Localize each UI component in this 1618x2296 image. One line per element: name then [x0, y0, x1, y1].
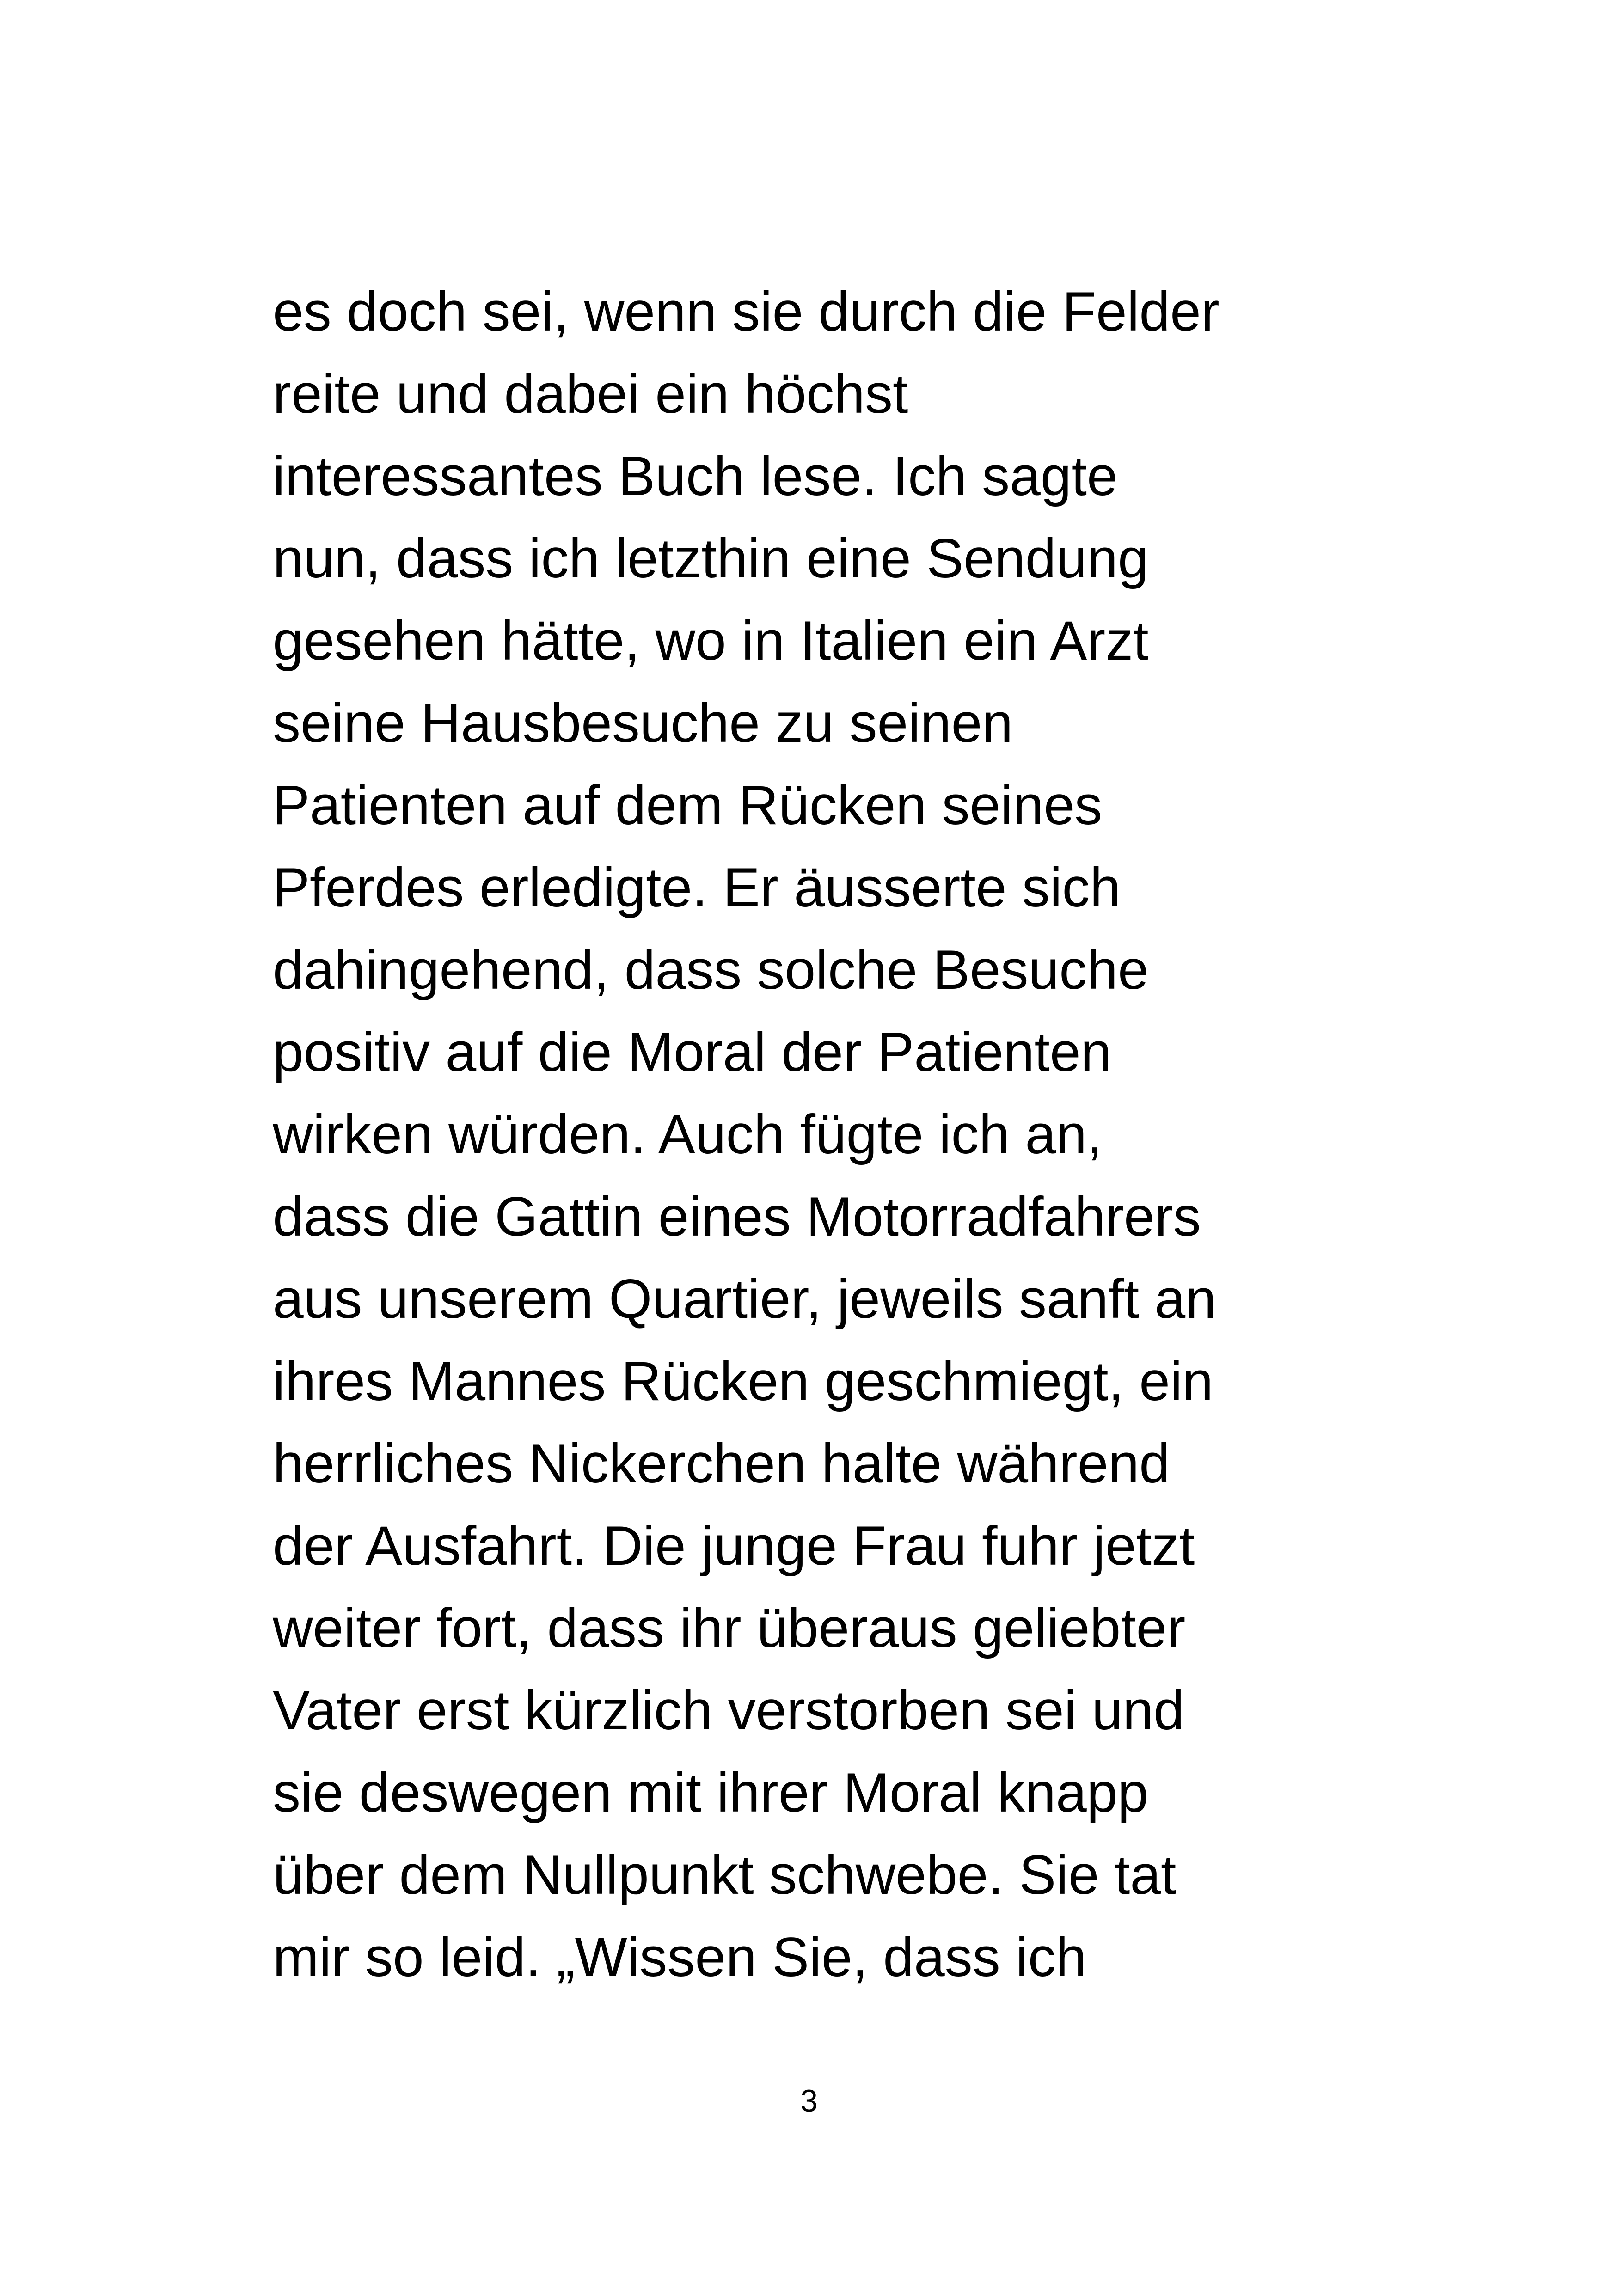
text-line: positiv auf die Moral der Patienten: [273, 1021, 1112, 1083]
text-line: sie deswegen mit ihrer Moral knapp: [273, 1762, 1149, 1824]
page-number: 3: [800, 2083, 818, 2118]
text-line: reite und dabei ein höchst: [273, 363, 908, 425]
text-line: dahingehend, dass solche Besuche: [273, 939, 1149, 1001]
body-text: [273, 270, 1382, 1998]
text-line: mir so leid. „Wissen Sie, dass ich: [273, 1926, 1087, 1988]
text-line: Patienten auf dem Rücken seines: [273, 774, 1103, 836]
text-line: nun, dass ich letzthin eine Sendung: [273, 527, 1149, 589]
text-line: seine Hausbesuche zu seinen: [273, 692, 1013, 754]
text-line: wirken würden. Auch fügte ich an,: [273, 1103, 1103, 1165]
text-line: herrliches Nickerchen halte während: [273, 1433, 1170, 1494]
text-line: Vater erst kürzlich verstorben sei und: [273, 1679, 1184, 1741]
text-line: es doch sei, wenn sie durch die Felder: [273, 281, 1220, 343]
text-line: aus unserem Quartier, jeweils sanft an: [273, 1268, 1216, 1330]
text-line: dass die Gattin eines Motorradfahrers: [273, 1186, 1201, 1248]
text-line: ihres Mannes Rücken geschmiegt, ein: [273, 1350, 1214, 1412]
text-line: über dem Nullpunkt schwebe. Sie tat: [273, 1844, 1177, 1906]
text-line: der Ausfahrt. Die junge Frau fuhr jetzt: [273, 1515, 1195, 1577]
text-line: weiter fort, dass ihr überaus geliebter: [273, 1597, 1186, 1659]
text-line: interessantes Buch lese. Ich sagte: [273, 445, 1118, 507]
text-line: gesehen hätte, wo in Italien ein Arzt: [273, 610, 1149, 672]
text-line: Pferdes erledigte. Er äusserte sich: [273, 857, 1121, 918]
